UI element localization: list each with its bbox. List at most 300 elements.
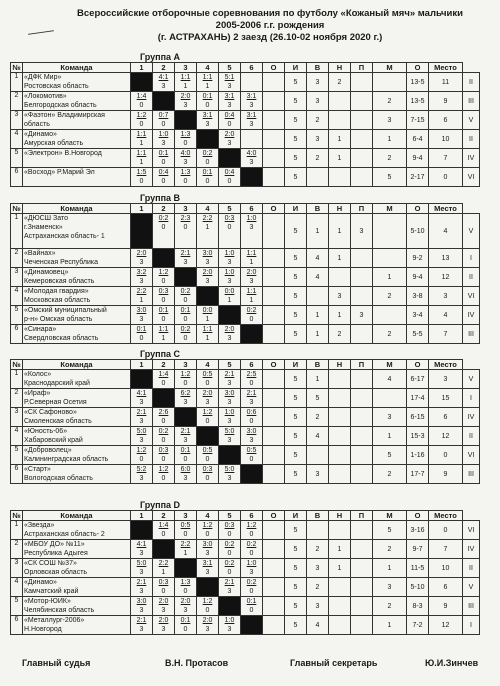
team-stat: 1 (329, 249, 351, 268)
column-header: № (12, 511, 21, 520)
team-stat (329, 408, 351, 427)
team-stat: I (463, 616, 480, 635)
column-header: № (12, 360, 21, 369)
table-row (11, 214, 480, 249)
diagonal-cell (219, 306, 241, 325)
diagonal-cell (131, 214, 153, 249)
match-score: 2:2 1 (131, 287, 153, 306)
column-header: М (373, 511, 407, 521)
match-score: 0:6 0 (241, 408, 263, 427)
team-stat (373, 249, 407, 268)
column-header: 6 (241, 360, 263, 370)
column-header: О (263, 360, 285, 370)
team-stat (263, 521, 285, 540)
match-score: 3:0 3 (131, 597, 153, 616)
team-stat: 2 (307, 111, 329, 130)
team-stat: 5 (285, 168, 307, 187)
team-stat (351, 597, 373, 616)
match-score: 3:0 3 (219, 389, 241, 408)
column-header: 4 (197, 511, 219, 521)
column-header: № (12, 204, 21, 213)
team-stat: 2 (373, 597, 407, 616)
match-score: 5:0 3 (131, 559, 153, 578)
match-score: 2:1 3 (219, 578, 241, 597)
team-stat: 1 (373, 427, 407, 446)
column-header: 4 (197, 360, 219, 370)
match-score: 3:0 3 (131, 306, 153, 325)
team-stat: 5 (285, 92, 307, 111)
group-title: Группа В (140, 193, 181, 203)
team-stat: 12 (429, 616, 463, 635)
match-score: 5:0 3 (131, 427, 153, 446)
column-header: 2 (153, 204, 175, 214)
team-stat: 6 (429, 408, 463, 427)
team-number: 4 (11, 427, 23, 446)
team-stat: 3 (307, 92, 329, 111)
team-stat (329, 446, 351, 465)
team-stat: 2-17 (407, 168, 429, 187)
diagonal-cell (241, 168, 263, 187)
team-stat: 11 (429, 73, 463, 92)
team-number: 6 (11, 616, 23, 635)
team-stat: 5 (285, 408, 307, 427)
team-stat: 1 (373, 616, 407, 635)
group-table (10, 510, 480, 635)
match-score: 1:1 1 (241, 287, 263, 306)
table-row (11, 306, 480, 325)
match-score: 3:0 3 (197, 249, 219, 268)
match-score: 1:0 3 (153, 130, 175, 149)
match-score: 0:5 0 (197, 370, 219, 389)
team-stat: 3 (373, 111, 407, 130)
match-score: 2:1 3 (131, 408, 153, 427)
match-score: 0:3 0 (219, 214, 241, 249)
team-name: «Юность-06» Хабаровский край (23, 427, 131, 446)
match-score: 0:3 0 (153, 446, 175, 465)
team-stat: II (463, 268, 480, 287)
team-number: 1 (11, 214, 23, 249)
column-header: 1 (131, 63, 153, 73)
team-stat (351, 408, 373, 427)
team-stat: 1 (329, 149, 351, 168)
team-stat: 1 (307, 325, 329, 344)
team-stat: 5-10 (407, 578, 429, 597)
match-score: 0:2 0 (175, 325, 197, 344)
team-stat: 6-17 (407, 370, 429, 389)
table-row (11, 427, 480, 446)
team-stat: II (463, 130, 480, 149)
match-score: 3:2 3 (131, 268, 153, 287)
column-header: О (407, 360, 429, 370)
team-stat: 9 (429, 92, 463, 111)
match-score: 2:3 0 (175, 214, 197, 249)
team-stat: 5 (285, 446, 307, 465)
match-score: 1:0 3 (219, 268, 241, 287)
team-stat: 15-3 (407, 427, 429, 446)
match-score: 0:4 0 (219, 168, 241, 187)
match-score: 4:1 3 (153, 73, 175, 92)
team-name: «СК Сафоново» Смоленская область (23, 408, 131, 427)
match-score: 0:3 0 (153, 578, 175, 597)
team-stat: 4 (373, 370, 407, 389)
column-header: Н (329, 204, 351, 214)
column-header: 4 (197, 63, 219, 73)
team-stat (351, 616, 373, 635)
team-stat: 5-10 (407, 214, 429, 249)
column-header: 1 (131, 511, 153, 521)
team-stat: 4 (429, 214, 463, 249)
team-stat: 0 (429, 446, 463, 465)
secretary-name: Ю.И.Зинчев (425, 658, 479, 668)
column-header: 1 (131, 360, 153, 370)
diagonal-cell (153, 249, 175, 268)
team-stat (351, 168, 373, 187)
table-row (11, 325, 480, 344)
team-stat (351, 268, 373, 287)
match-score: 1:5 0 (131, 168, 153, 187)
diagonal-cell (153, 92, 175, 111)
team-stat: 9-4 (407, 268, 429, 287)
team-stat: 2 (373, 149, 407, 168)
team-stat: 12 (429, 268, 463, 287)
match-score: 2:0 3 (219, 130, 241, 149)
diagonal-cell (153, 540, 175, 559)
team-stat (263, 168, 285, 187)
diagonal-cell (175, 268, 197, 287)
team-stat: 3 (307, 465, 329, 484)
group-table (10, 359, 480, 484)
team-stat: 13-5 (407, 92, 429, 111)
match-score: 1:4 0 (153, 370, 175, 389)
team-stat: 5 (285, 389, 307, 408)
team-name: «Колос» Краснодарский край (23, 370, 131, 389)
team-stat: 5 (285, 616, 307, 635)
match-score: 4:0 3 (241, 149, 263, 168)
match-score: 1:1 1 (241, 249, 263, 268)
column-header: 2 (153, 63, 175, 73)
team-stat (351, 427, 373, 446)
title-line-2: 2005-2006 г.г. рождения (215, 20, 325, 31)
team-stat: III (463, 92, 480, 111)
team-stat: 4 (307, 427, 329, 446)
match-score: 4:1 3 (131, 389, 153, 408)
match-score: 2:1 3 (241, 389, 263, 408)
match-score: 0:1 0 (153, 149, 175, 168)
table-row (11, 287, 480, 306)
team-number: 5 (11, 597, 23, 616)
diagonal-cell (197, 427, 219, 446)
team-stat (263, 465, 285, 484)
team-stat: 3 (307, 597, 329, 616)
team-stat: 2 (307, 540, 329, 559)
title-line-1: Всероссийские отборочные соревнования по футболу «Кожаный мяч» мальчики (77, 8, 463, 19)
team-number: 2 (11, 249, 23, 268)
team-stat (307, 168, 329, 187)
team-stat (351, 92, 373, 111)
team-stat (263, 616, 285, 635)
team-stat: 8-3 (407, 597, 429, 616)
team-number: 1 (11, 370, 23, 389)
team-number: 3 (11, 268, 23, 287)
team-stat: IV (463, 408, 480, 427)
match-score: 1:1 1 (175, 73, 197, 92)
team-stat: 6 (429, 111, 463, 130)
match-score: 0:1 0 (131, 325, 153, 344)
column-header: М (373, 360, 407, 370)
column-header: И (285, 63, 307, 73)
team-stat: IV (463, 306, 480, 325)
team-stat: I (463, 389, 480, 408)
team-stat: 7 (429, 540, 463, 559)
match-score: 1:0 3 (241, 559, 263, 578)
match-score: 0:2 0 (153, 427, 175, 446)
column-header: 6 (241, 204, 263, 214)
column-header: 1 (131, 204, 153, 214)
diagonal-cell (219, 597, 241, 616)
match-score: 2:0 3 (241, 268, 263, 287)
team-stat: 4 (307, 249, 329, 268)
team-stat: 10 (429, 130, 463, 149)
column-header: О (407, 511, 429, 521)
team-stat (263, 130, 285, 149)
team-stat: 9 (429, 597, 463, 616)
team-number: 6 (11, 168, 23, 187)
team-stat (263, 325, 285, 344)
team-stat: 1 (307, 370, 329, 389)
team-stat: V (463, 214, 480, 249)
team-name: «Динамовец» Кемеровская область (23, 268, 131, 287)
secretary-label: Главный секретарь (290, 658, 378, 668)
team-stat: 0 (429, 521, 463, 540)
team-stat: 10 (429, 559, 463, 578)
team-stat: 5 (285, 370, 307, 389)
match-score: 1:4 0 (131, 92, 153, 111)
team-name: «ДЮСШ Зато г.Знаменск» Астраханская область- 1 (23, 214, 131, 249)
team-stat: 7-2 (407, 616, 429, 635)
column-header: И (285, 511, 307, 521)
team-stat (263, 249, 285, 268)
table-row (11, 616, 480, 635)
team-stat (351, 559, 373, 578)
team-stat (351, 287, 373, 306)
column-header: 3 (175, 63, 197, 73)
team-stat: 5 (285, 427, 307, 446)
match-score: 2:2 1 (175, 540, 197, 559)
column-header: О (263, 204, 285, 214)
team-stat: II (463, 427, 480, 446)
team-stat: 3 (429, 370, 463, 389)
match-score: 0:4 0 (153, 168, 175, 187)
team-stat (263, 92, 285, 111)
match-score (241, 130, 263, 149)
team-stat: 17-4 (407, 389, 429, 408)
match-score: 1:0 3 (219, 408, 241, 427)
team-stat (329, 616, 351, 635)
column-header: П (351, 63, 373, 73)
team-number: 6 (11, 465, 23, 484)
table-row (11, 521, 480, 540)
match-score: 2:0 3 (153, 616, 175, 635)
team-stat: VI (463, 521, 480, 540)
team-stat: 1 (329, 540, 351, 559)
team-stat: 15 (429, 389, 463, 408)
team-stat: 5 (285, 325, 307, 344)
match-score: 1:1 1 (197, 73, 219, 92)
column-header: Команда (23, 360, 131, 370)
match-score: 2:1 3 (131, 616, 153, 635)
match-score: 0:3 0 (197, 465, 219, 484)
match-score: 3:1 3 (219, 92, 241, 111)
team-stat: 5 (285, 130, 307, 149)
team-stat: 2 (373, 92, 407, 111)
team-stat (351, 73, 373, 92)
team-stat: II (463, 73, 480, 92)
team-stat (373, 214, 407, 249)
match-score: 1:1 1 (131, 130, 153, 149)
table-row (11, 465, 480, 484)
match-score: 2:0 3 (197, 389, 219, 408)
team-stat: 2 (307, 149, 329, 168)
team-stat (263, 427, 285, 446)
match-score: 1:2 0 (197, 521, 219, 540)
column-header: 3 (175, 360, 197, 370)
column-header: О (407, 63, 429, 73)
team-name: «Звезда» Астраханская область- 2 (23, 521, 131, 540)
team-stat: 5 (285, 306, 307, 325)
column-header: 2 (153, 360, 175, 370)
team-number: 3 (11, 559, 23, 578)
team-stat: 5-5 (407, 325, 429, 344)
match-score: 5:0 3 (219, 427, 241, 446)
diagonal-cell (241, 325, 263, 344)
team-number: 5 (11, 149, 23, 168)
team-stat: 1 (329, 306, 351, 325)
team-name: «Доброволец» Калининградская область (23, 446, 131, 465)
group-title: Группа D (140, 500, 181, 510)
team-stat (351, 249, 373, 268)
team-stat (329, 578, 351, 597)
team-stat: VI (463, 168, 480, 187)
team-stat: 9-4 (407, 149, 429, 168)
column-header: О (263, 63, 285, 73)
team-stat: 2 (307, 578, 329, 597)
team-stat (263, 111, 285, 130)
team-stat: IV (463, 149, 480, 168)
team-stat (329, 465, 351, 484)
match-score: 0:2 0 (175, 287, 197, 306)
team-stat: 5 (285, 597, 307, 616)
match-score: 2:6 0 (153, 408, 175, 427)
team-stat: 6-4 (407, 130, 429, 149)
team-stat (263, 559, 285, 578)
column-header: 6 (241, 63, 263, 73)
team-stat: 3 (351, 214, 373, 249)
team-stat: 3 (373, 408, 407, 427)
match-score: 0:2 0 (219, 559, 241, 578)
team-stat: 2 (373, 287, 407, 306)
match-score: 0:1 0 (197, 92, 219, 111)
match-score: 1:2 0 (131, 446, 153, 465)
team-stat: 1-16 (407, 446, 429, 465)
team-stat (351, 111, 373, 130)
team-stat: 1 (329, 559, 351, 578)
team-stat: 5 (307, 389, 329, 408)
team-stat (263, 370, 285, 389)
team-stat: 6 (429, 578, 463, 597)
column-header: Команда (23, 204, 131, 214)
table-row (11, 111, 480, 130)
team-stat: V (463, 578, 480, 597)
table-row (11, 408, 480, 427)
team-stat: 4 (307, 268, 329, 287)
match-score: 2:0 3 (153, 597, 175, 616)
team-stat (329, 597, 351, 616)
team-stat: 12 (429, 427, 463, 446)
match-score: 6:0 3 (175, 465, 197, 484)
match-score (241, 73, 263, 92)
team-stat (373, 73, 407, 92)
team-name: «Молодая гвардия» Московская область (23, 287, 131, 306)
team-stat: 9-7 (407, 540, 429, 559)
team-stat: 7-15 (407, 111, 429, 130)
match-score: 2:2 1 (197, 214, 219, 249)
team-stat (351, 130, 373, 149)
table-row (11, 149, 480, 168)
table-row (11, 92, 480, 111)
team-stat: 3 (351, 306, 373, 325)
team-stat: 1 (307, 306, 329, 325)
match-score: 2:0 3 (175, 92, 197, 111)
team-stat (329, 521, 351, 540)
team-stat: 2 (373, 540, 407, 559)
table-row (11, 130, 480, 149)
match-score: 3:1 3 (197, 559, 219, 578)
column-header: 6 (241, 511, 263, 521)
match-score: 2:2 1 (153, 559, 175, 578)
table-row (11, 168, 480, 187)
team-stat: 5 (285, 268, 307, 287)
match-score: 1:0 3 (241, 214, 263, 249)
diagonal-cell (197, 287, 219, 306)
team-stat: 5 (373, 446, 407, 465)
team-stat: 5 (285, 521, 307, 540)
diagonal-cell (175, 111, 197, 130)
team-name: «Электрон» В.Новгород (23, 149, 131, 168)
team-stat (263, 578, 285, 597)
column-header: 3 (175, 204, 197, 214)
team-stat: 5 (373, 521, 407, 540)
diagonal-cell (241, 465, 263, 484)
team-stat: 4 (429, 306, 463, 325)
team-stat: 17-7 (407, 465, 429, 484)
column-header: И (285, 360, 307, 370)
match-score: 0:1 0 (197, 168, 219, 187)
team-stat: 2 (307, 408, 329, 427)
match-score: 0:5 0 (241, 446, 263, 465)
match-score: 0:4 0 (219, 111, 241, 130)
column-header: М (373, 63, 407, 73)
match-score: 0:3 0 (153, 287, 175, 306)
team-number: 1 (11, 73, 23, 92)
team-name: «Старт» Вологодская область (23, 465, 131, 484)
match-score: 0:2 0 (241, 578, 263, 597)
team-name: «Металлург-2006» Н.Новгород (23, 616, 131, 635)
column-header: П (351, 511, 373, 521)
table-row (11, 268, 480, 287)
team-stat (329, 389, 351, 408)
team-stat: 13 (429, 249, 463, 268)
diagonal-cell (219, 149, 241, 168)
